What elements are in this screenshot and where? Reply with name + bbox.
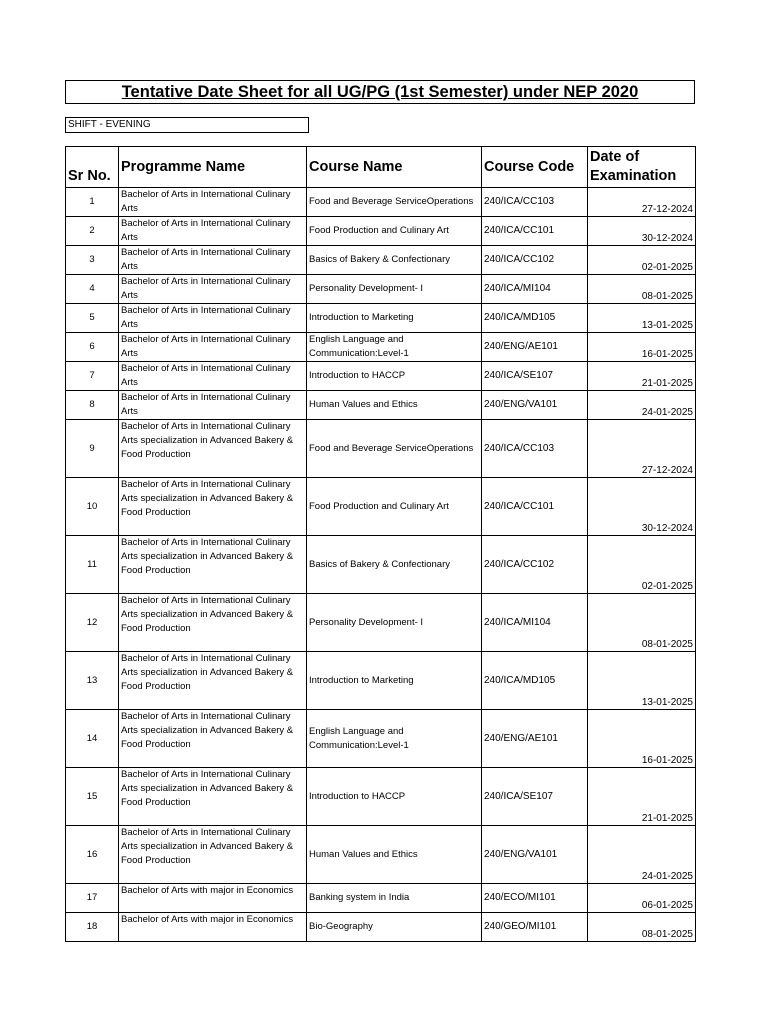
- sr-no-cell: 18: [66, 913, 119, 942]
- programme-name-cell: Bachelor of Arts in International Culinary Arts: [119, 246, 307, 275]
- shift-label: SHIFT - EVENING: [65, 117, 309, 133]
- table-row: [66, 884, 696, 913]
- course-name-cell: English Language and Communication:Level-1: [307, 333, 482, 362]
- table-row: [66, 391, 696, 420]
- programme-name-cell: Bachelor of Arts with major in Economics: [119, 913, 307, 942]
- course-name-cell: Introduction to HACCP: [307, 362, 482, 391]
- table-row: [66, 188, 696, 217]
- sr-no-cell: 7: [66, 362, 119, 391]
- course-name-cell: Introduction to HACCP: [307, 768, 482, 826]
- table-row: [66, 275, 696, 304]
- sr-no-cell: 17: [66, 884, 119, 913]
- exam-date-cell: 27-12-2024: [588, 420, 696, 478]
- table-row: [66, 478, 696, 536]
- table-row: [66, 246, 696, 275]
- sr-no-cell: 10: [66, 478, 119, 536]
- table-row: [66, 362, 696, 391]
- course-name-cell: English Language and Communication:Level-1: [307, 710, 482, 768]
- course-code-cell: 240/ECO/MI101: [482, 884, 588, 913]
- table-row: [66, 710, 696, 768]
- table-row: [66, 768, 696, 826]
- course-name-cell: Basics of Bakery & Confectionary: [307, 536, 482, 594]
- course-name-cell: Introduction to Marketing: [307, 304, 482, 333]
- course-code-cell: 240/ICA/MI104: [482, 275, 588, 304]
- course-code-cell: 240/ENG/VA101: [482, 826, 588, 884]
- exam-date-cell: 08-01-2025: [588, 913, 696, 942]
- course-name-cell: Banking system in India: [307, 884, 482, 913]
- table-row: [66, 420, 696, 478]
- course-code-cell: 240/ENG/AE101: [482, 710, 588, 768]
- sr-no-cell: 5: [66, 304, 119, 333]
- course-code-cell: 240/ICA/CC103: [482, 188, 588, 217]
- table-row: [66, 536, 696, 594]
- sr-no-cell: 11: [66, 536, 119, 594]
- course-name-cell: Personality Development- I: [307, 275, 482, 304]
- exam-date-cell: 21-01-2025: [588, 768, 696, 826]
- course-code-cell: 240/ICA/MI104: [482, 594, 588, 652]
- sr-no-cell: 14: [66, 710, 119, 768]
- course-code-cell: 240/ICA/CC102: [482, 536, 588, 594]
- programme-name-cell: Bachelor of Arts in International Culinary Arts specialization in Advanced Bakery & Food Production: [119, 826, 307, 884]
- programme-name-cell: Bachelor of Arts in International Culinary Arts specialization in Advanced Bakery & Food Production: [119, 652, 307, 710]
- programme-name-cell: Bachelor of Arts in International Culinary Arts: [119, 217, 307, 246]
- sr-no-cell: 3: [66, 246, 119, 275]
- sr-no-cell: 12: [66, 594, 119, 652]
- table-row: [66, 333, 696, 362]
- course-code-cell: 240/ICA/SE107: [482, 362, 588, 391]
- exam-date-cell: 02-01-2025: [588, 246, 696, 275]
- programme-name-cell: Bachelor of Arts in International Culinary Arts: [119, 391, 307, 420]
- exam-date-cell: 06-01-2025: [588, 884, 696, 913]
- course-name-cell: Basics of Bakery & Confectionary: [307, 246, 482, 275]
- programme-name-cell: Bachelor of Arts in International Culinary Arts: [119, 304, 307, 333]
- programme-name-cell: Bachelor of Arts in International Culinary Arts: [119, 362, 307, 391]
- programme-name-cell: Bachelor of Arts in International Culinary Arts specialization in Advanced Bakery & Food Production: [119, 478, 307, 536]
- exam-date-cell: 02-01-2025: [588, 536, 696, 594]
- programme-name-cell: Bachelor of Arts in International Culinary Arts specialization in Advanced Bakery & Food Production: [119, 710, 307, 768]
- programme-name-cell: Bachelor of Arts with major in Economics: [119, 884, 307, 913]
- course-code-cell: 240/ICA/MD105: [482, 652, 588, 710]
- course-code-cell: 240/ICA/SE107: [482, 768, 588, 826]
- exam-date-cell: 16-01-2025: [588, 710, 696, 768]
- table-row: [66, 652, 696, 710]
- sr-no-cell: 8: [66, 391, 119, 420]
- course-code-cell: 240/ICA/CC101: [482, 217, 588, 246]
- exam-date-cell: 30-12-2024: [588, 478, 696, 536]
- header-course-code: Course Code: [482, 147, 588, 188]
- sr-no-cell: 1: [66, 188, 119, 217]
- exam-date-cell: 08-01-2025: [588, 275, 696, 304]
- course-name-cell: Introduction to Marketing: [307, 652, 482, 710]
- table-row: [66, 304, 696, 333]
- header-date-of-examination: Date of Examination: [588, 147, 696, 188]
- sr-no-cell: 16: [66, 826, 119, 884]
- table-body: [66, 188, 696, 942]
- course-name-cell: Food Production and Culinary Art: [307, 478, 482, 536]
- sr-no-cell: 15: [66, 768, 119, 826]
- exam-date-cell: 21-01-2025: [588, 362, 696, 391]
- course-name-cell: Human Values and Ethics: [307, 391, 482, 420]
- date-sheet-table: [65, 146, 696, 942]
- exam-date-cell: 24-01-2025: [588, 391, 696, 420]
- exam-date-cell: 13-01-2025: [588, 304, 696, 333]
- course-code-cell: 240/ICA/CC101: [482, 478, 588, 536]
- course-code-cell: 240/ICA/MD105: [482, 304, 588, 333]
- sr-no-cell: 4: [66, 275, 119, 304]
- table-row: [66, 913, 696, 942]
- exam-date-cell: 16-01-2025: [588, 333, 696, 362]
- programme-name-cell: Bachelor of Arts in International Culinary Arts specialization in Advanced Bakery & Food Production: [119, 420, 307, 478]
- course-name-cell: Food Production and Culinary Art: [307, 217, 482, 246]
- header-sr-no: Sr No.: [66, 147, 119, 188]
- exam-date-cell: 30-12-2024: [588, 217, 696, 246]
- page-title: Tentative Date Sheet for all UG/PG (1st Semester) under NEP 2020: [65, 80, 695, 104]
- course-code-cell: 240/ICA/CC103: [482, 420, 588, 478]
- course-name-cell: Food and Beverage ServiceOperations: [307, 420, 482, 478]
- header-programme-name: Programme Name: [119, 147, 307, 188]
- sr-no-cell: 13: [66, 652, 119, 710]
- exam-date-cell: 08-01-2025: [588, 594, 696, 652]
- sr-no-cell: 2: [66, 217, 119, 246]
- course-name-cell: Human Values and Ethics: [307, 826, 482, 884]
- exam-date-cell: 27-12-2024: [588, 188, 696, 217]
- programme-name-cell: Bachelor of Arts in International Culinary Arts specialization in Advanced Bakery & Food Production: [119, 768, 307, 826]
- course-code-cell: 240/GEO/MI101: [482, 913, 588, 942]
- exam-date-cell: 24-01-2025: [588, 826, 696, 884]
- programme-name-cell: Bachelor of Arts in International Culinary Arts specialization in Advanced Bakery & Food Production: [119, 594, 307, 652]
- course-code-cell: 240/ENG/AE101: [482, 333, 588, 362]
- table-row: [66, 594, 696, 652]
- header-course-name: Course Name: [307, 147, 482, 188]
- course-name-cell: Bio-Geography: [307, 913, 482, 942]
- table-row: [66, 826, 696, 884]
- programme-name-cell: Bachelor of Arts in International Culinary Arts: [119, 188, 307, 217]
- course-code-cell: 240/ENG/VA101: [482, 391, 588, 420]
- course-code-cell: 240/ICA/CC102: [482, 246, 588, 275]
- course-name-cell: Personality Development- I: [307, 594, 482, 652]
- programme-name-cell: Bachelor of Arts in International Culinary Arts: [119, 333, 307, 362]
- course-name-cell: Food and Beverage ServiceOperations: [307, 188, 482, 217]
- sr-no-cell: 9: [66, 420, 119, 478]
- programme-name-cell: Bachelor of Arts in International Culinary Arts: [119, 275, 307, 304]
- sr-no-cell: 6: [66, 333, 119, 362]
- table-row: [66, 217, 696, 246]
- exam-date-cell: 13-01-2025: [588, 652, 696, 710]
- programme-name-cell: Bachelor of Arts in International Culinary Arts specialization in Advanced Bakery & Food Production: [119, 536, 307, 594]
- table-header-row: [66, 147, 696, 188]
